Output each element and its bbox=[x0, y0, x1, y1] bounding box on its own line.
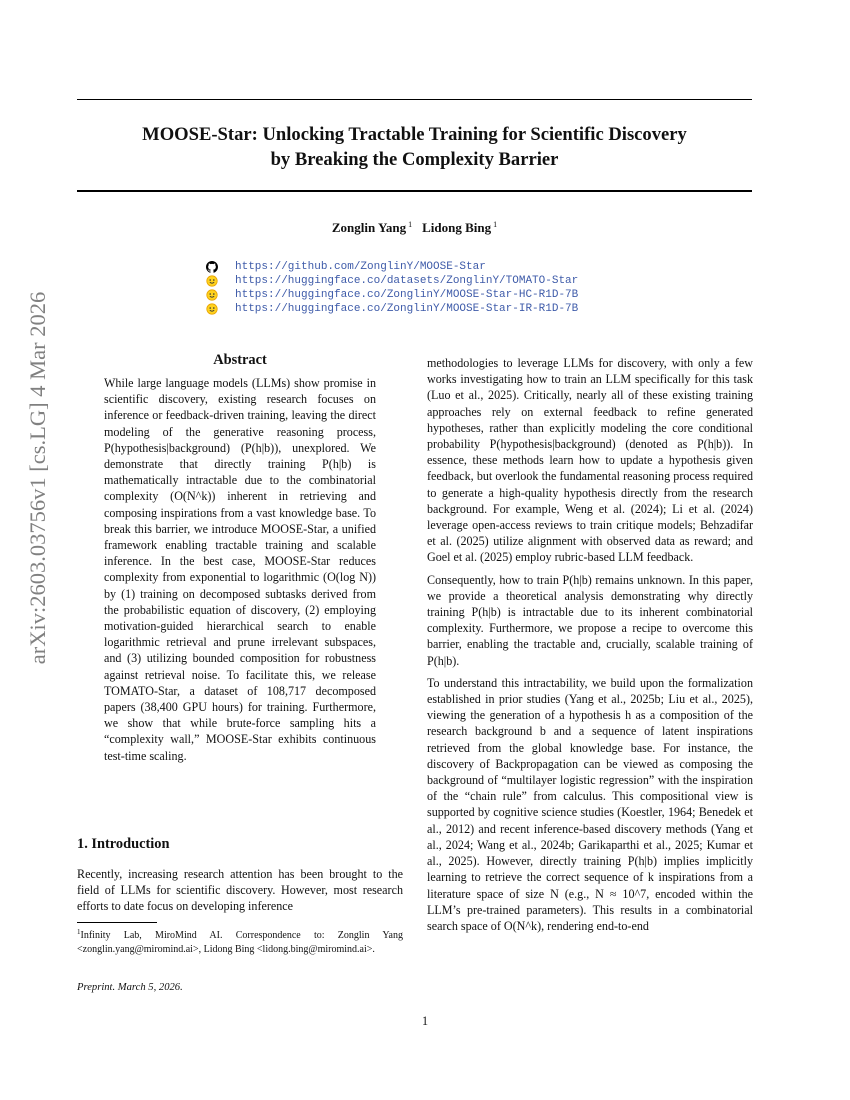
resource-link-row bbox=[205, 274, 578, 288]
intro-paragraph: Recently, increasing research attention has been brought to the field of LLMs for scientific discovery. However, most research efforts to date focus on developing inference bbox=[77, 867, 403, 914]
author-name: Zonglin Yang bbox=[331, 220, 407, 235]
huggingface-icon bbox=[205, 302, 219, 316]
abstract-text bbox=[104, 375, 376, 764]
author-name: Lidong Bing bbox=[422, 220, 492, 235]
footnote-text: Infinity Lab, MiroMind AI. Correspondence to: Zonglin Yang <zonglin.yang@miromind.ai>, Lidong Bing <lidong.bing@miromind.ai>. bbox=[77, 930, 403, 955]
intro-text bbox=[77, 866, 403, 915]
preprint-note: Preprint. March 5, 2026. bbox=[77, 982, 183, 993]
author-list bbox=[77, 220, 752, 236]
resource-link[interactable]: https://github.com/ZonglinY/MOOSE-Star bbox=[235, 261, 486, 273]
resource-link[interactable]: https://huggingface.co/datasets/ZonglinY/TOMATO-Star bbox=[235, 275, 579, 287]
resource-link-row bbox=[205, 302, 578, 316]
resource-link-row bbox=[205, 288, 578, 302]
title-line-1: MOOSE-Star: Unlocking Tractable Training for Scientific Discovery bbox=[142, 124, 687, 145]
arxiv-stamp: arXiv:2603.03756v1 [cs.LG] 4 Mar 2026 bbox=[25, 291, 50, 665]
footnote bbox=[77, 925, 403, 957]
paper-title bbox=[77, 122, 752, 172]
section-heading-introduction: 1. Introduction bbox=[77, 836, 170, 852]
resource-link[interactable]: https://huggingface.co/ZonglinY/MOOSE-Star-IR-R1D-7B bbox=[235, 303, 579, 315]
abstract-paragraph: While large language models (LLMs) show promise in scientific discovery, existing research focuses on inference or feedback-driven training, leaving the direct modeling of the generative reasoning process, P(hypothesis|background) (P(h|b)), unexplored. We demonstrate that directly training P(h|b) is mathematically intractable due to the combinatorial complexity (O(N^k)) inherent in retrieving and composing inspirations from a vast knowledge base. To break this barrier, we introduce MOOSE-Star, a unified framework enabling tractable training and scalable inference. In the best case, MOOSE-Star reduces complexity from exponential to logarithmic (O(log N)) by (1) training on decomposed subtasks derived from the probabilistic equation of discovery, (2) employing motivation-guided hierarchical search to enable logarithmic retrieval and prune irrelevant subspaces, and (3) utilizing bounded composition for robustness against retrieval noise. To facilitate this, we release TOMATO-Star, a dataset of 108,717 decomposed papers (38,400 GPU hours) for training. Furthermore, we show that while brute-force sampling hits a “complexity wall,” MOOSE-Star exhibits continuous test-time scaling. bbox=[104, 376, 376, 763]
huggingface-icon bbox=[205, 274, 219, 288]
title-line-2: by Breaking the Complexity Barrier bbox=[270, 149, 559, 170]
resource-links bbox=[205, 260, 578, 316]
author-affiliation: 1 bbox=[408, 220, 413, 229]
github-icon bbox=[205, 260, 219, 274]
author-affiliation: 1 bbox=[493, 220, 498, 229]
body-paragraph: To understand this intractability, we build upon the formalization established in prior studies (Yang et al., 2025b; Liu et al., 2025), viewing the generation of a hypothesis h as a composition of the research background b and a sequence of latent inspirations retrieved from the global knowledge base. For instance, the discovery of Backpropagation can be viewed as composing the background of “multilayer logistic regression” with the inspiration of the “chain rule” from calculus. This compositional view is supported by cognitive science studies (Koestler, 1964; Benedek et al., 2012) and recent inference-based discovery methods (Yang et al., 2024; Wang et al., 2024b; Garikaparthi et al., 2025; Kumar et al., 2025). However, directly training P(h|b) implies implicitly learning to retrieve the correct sequence of k inspirations from a literature space of size N (e.g., N ≈ 10^7, encoded within the LLM’s pre-trained parameters). This results in a combinatorial search space of O(N^k), rendering end-to-end bbox=[427, 675, 753, 933]
body-paragraph: Consequently, how to train P(h|b) remains unknown. In this paper, we provide a theoretical analysis demonstrating why directly training P(h|b) is intractable due to its inherent combinatorial complexity. Furthermore, we propose a recipe to overcome this barrier, enabling the tractable and, crucially, scalable training of P(h|b). bbox=[427, 572, 753, 668]
huggingface-icon bbox=[205, 288, 219, 302]
resource-link[interactable]: https://huggingface.co/ZonglinY/MOOSE-Star-HC-R1D-7B bbox=[235, 289, 579, 301]
resource-link-row bbox=[205, 260, 578, 274]
footnote-rule bbox=[77, 922, 157, 923]
abstract-heading: Abstract bbox=[213, 352, 267, 368]
right-column bbox=[427, 355, 753, 940]
top-rule bbox=[77, 99, 752, 100]
body-paragraph: methodologies to leverage LLMs for discovery, with only a few works investigating how to train an LLM specifically for this task (Luo et al., 2025). Critically, nearly all of these existing training approaches rely on external feedback to refine generated hypotheses, rather than explicitly modeling the core conditional probability P(hypothesis|background) (denoted as P(h|b)). In essence, these methods learn how to update a hypothesis given feedback, but overlook the fundamental reasoning process required to generate a high-quality hypothesis directly from the research background. For example, Weng et al. (2024); Li et al. (2024) leverage open-access reviews to train critique models; Behzadifar et al. (2025) utilize alignment with observed data as reward; and Goel et al. (2025) employ rubric-based LLM feedback. bbox=[427, 356, 753, 565]
footnote-mark: 1 bbox=[77, 928, 81, 936]
title-bottom-rule bbox=[77, 190, 752, 192]
page-number: 1 bbox=[421, 1014, 429, 1028]
